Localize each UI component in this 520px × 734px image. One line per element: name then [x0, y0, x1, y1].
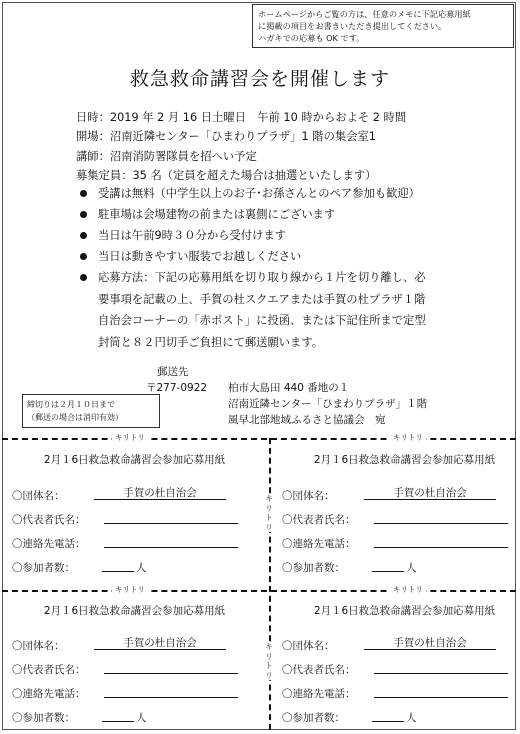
- phone-label: 〇連絡先電話：: [12, 538, 86, 550]
- mail-address-line: 風早北部地域ふるさと協議会 宛: [228, 414, 386, 426]
- representative-label: 〇代表者氏名：: [282, 664, 356, 676]
- phone-field[interactable]: [104, 535, 238, 548]
- list-item: 当日は動きやすい服装でお越しください: [80, 246, 480, 267]
- mail-address-line: 柏市大島田 440 番地の１: [228, 382, 350, 394]
- detail-datetime: 日時：2019 年 2 月 16 日土曜日 午前 10 時からおよそ 2 時間: [76, 111, 407, 124]
- group-name-field[interactable]: 手賀の杜自治会: [364, 487, 496, 500]
- representative-field[interactable]: [104, 511, 238, 524]
- participant-count-field[interactable]: [372, 559, 404, 572]
- representative-label: 〇代表者氏名：: [282, 514, 356, 526]
- phone-label: 〇連絡先電話：: [12, 688, 86, 700]
- form-title: 2月１6日救急救命講習会参加応募用紙: [43, 605, 226, 617]
- participant-count-field[interactable]: [102, 709, 134, 722]
- participant-count-field[interactable]: [372, 709, 404, 722]
- notice-line: に掲載の項目をお書きいただき提出してください。: [258, 21, 447, 31]
- phone-label: 〇連絡先電話：: [282, 538, 356, 550]
- phone-field[interactable]: [104, 685, 238, 698]
- detail-venue: 開場：沼南近隣センター「ひまわりプラザ」1 階の集会室1: [76, 130, 376, 144]
- representative-field[interactable]: [374, 661, 508, 674]
- detail-capacity: 募集定員：35 名（定員を超えた場合は抽選といたします）: [76, 168, 377, 182]
- representative-field[interactable]: [374, 511, 508, 524]
- count-unit: 人: [406, 562, 417, 574]
- list-item: 受講は無料（中学生以上のお子･お孫さんとのペア参加も歓迎）: [80, 183, 480, 204]
- detail-instructor: 講師：沼南消防署隊員を招へい予定: [76, 149, 257, 163]
- representative-label: 〇代表者氏名：: [12, 514, 86, 526]
- count-unit: 人: [406, 712, 417, 724]
- bullet-icon: [80, 253, 87, 260]
- notice-line: ホームページからご覧の方は、任意のメモに下記応募用紙: [258, 9, 471, 19]
- group-name-field[interactable]: 手賀の杜自治会: [94, 487, 226, 500]
- group-name-label: 〇団体名：: [282, 640, 335, 652]
- group-name-label: 〇団体名：: [12, 490, 65, 502]
- cut-label: キリトリ: [112, 433, 148, 443]
- page-title: 救急救命講習会を開催します: [129, 68, 390, 90]
- participant-count-label: 〇参加者数：: [12, 712, 75, 724]
- count-unit: 人: [136, 712, 147, 724]
- form-title: 2月１6日救急救命講習会参加応募用紙: [313, 605, 496, 617]
- phone-field[interactable]: [374, 535, 508, 548]
- cut-line-vertical: [269, 438, 271, 730]
- cut-label: キリトリ: [390, 585, 426, 595]
- notes-list: [80, 183, 480, 353]
- participant-count-label: 〇参加者数：: [282, 562, 345, 574]
- mail-label: 郵送先: [157, 366, 189, 378]
- cut-label: キリトリ: [390, 433, 426, 443]
- list-item-apply-method: 応募方法：下記の応募用紙を切り取り線から１片を切り離し、必 要事項を記載の上、手賀の杜スクエアまたは手賀の杜プラザ１階 自治会コーナーの「赤ポスト」に投函、または下記住所まで定型 封筒と８２円切手ご負担にて郵送願います。: [80, 267, 480, 353]
- group-name-label: 〇団体名：: [282, 490, 335, 502]
- list-item: 駐車場は会場建物の前または裏側にございます: [80, 204, 480, 225]
- form-title: 2月１6日救急救命講習会参加応募用紙: [43, 454, 226, 466]
- representative-field[interactable]: [104, 661, 238, 674]
- web-notice-box: [252, 4, 514, 48]
- list-item: 当日は午前9時３０分から受付けます: [80, 225, 480, 246]
- group-name-label: 〇団体名：: [12, 640, 65, 652]
- deadline-box: 締切りは２月１０日まで （郵送の場合は消印有効）: [22, 394, 160, 428]
- bullet-icon: [80, 274, 87, 281]
- event-details: [76, 108, 496, 185]
- cut-label: キリトリ: [112, 585, 148, 595]
- form-title: 2月１6日救急救命講習会参加応募用紙: [313, 454, 496, 466]
- bullet-icon: [80, 232, 87, 239]
- cut-line-middle: [2, 590, 516, 592]
- group-name-field[interactable]: 手賀の杜自治会: [364, 637, 496, 650]
- participant-count-label: 〇参加者数：: [12, 562, 75, 574]
- phone-label: 〇連絡先電話：: [282, 688, 356, 700]
- cut-label-vertical: キ リ ト リ: [265, 642, 273, 680]
- cut-label-vertical: キ リ ト リ: [265, 494, 273, 532]
- cut-line-top: [2, 438, 516, 440]
- participant-count-field[interactable]: [102, 559, 134, 572]
- mail-postal-code: 〒277-0922: [146, 382, 208, 394]
- count-unit: 人: [136, 562, 147, 574]
- group-name-field[interactable]: 手賀の杜自治会: [94, 637, 226, 650]
- participant-count-label: 〇参加者数：: [282, 712, 345, 724]
- bullet-icon: [80, 211, 87, 218]
- bullet-icon: [80, 190, 87, 197]
- mail-address-line: 沼南近隣センター「ひまわりプラザ」１階: [228, 398, 428, 410]
- notice-line: ハガキでの応募も OK です。: [258, 33, 365, 43]
- representative-label: 〇代表者氏名：: [12, 664, 86, 676]
- phone-field[interactable]: [374, 685, 508, 698]
